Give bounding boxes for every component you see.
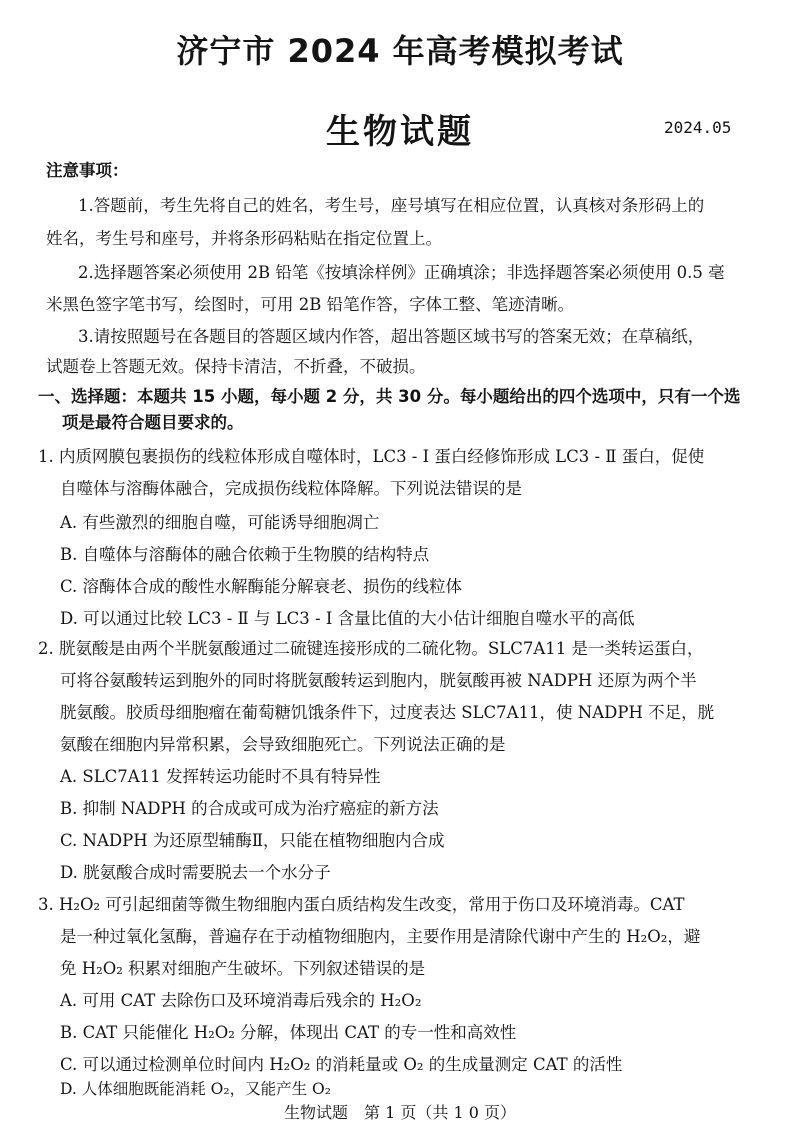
question-option: D. 可以通过比较 LC3 - Ⅱ 与 LC3 - Ⅰ 含量比值的大小估计细胞自噬水平的高低 <box>60 609 635 628</box>
question-option: B. 抑制 NADPH 的合成或可成为治疗癌症的新方法 <box>60 799 439 818</box>
question-stem: 自噬体与溶酶体融合，完成损伤线粒体降解。下列说法错误的是 <box>60 479 522 498</box>
question-option: D. 人体细胞既能消耗 O₂，又能产生 O₂ <box>60 1078 790 1100</box>
exam-title: 济宁市 2024 年高考模拟考试 <box>176 32 624 70</box>
question-option: B. CAT 只能催化 H₂O₂ 分解，体现出 CAT 的专一性和高效性 <box>60 1023 517 1042</box>
question-stem: 1. 内质网膜包裹损伤的线粒体形成自噬体时，LC3 - Ⅰ 蛋白经修饰形成 LC3 - Ⅱ 蛋白，促使 <box>38 447 705 466</box>
question-option: C. 溶酶体合成的酸性水解酶能分解衰老、损伤的线粒体 <box>60 577 463 596</box>
question-stem: 可将谷氨酸转运到胞外的同时将胱氨酸转运到胞内，胱氨酸再被 NADPH 还原为两个半 <box>60 671 697 690</box>
question-option: C. NADPH 为还原型辅酶Ⅱ，只能在植物细胞内合成 <box>60 831 445 850</box>
question-option: D. 胱氨酸合成时需要脱去一个水分子 <box>60 863 331 882</box>
question-stem: 胱氨酸。胶质母细胞瘤在葡萄糖饥饿条件下，过度表达 SLC7A11，使 NADPH 不足，胱 <box>60 703 715 722</box>
question-option: A. 可用 CAT 去除伤口及环境消毒后残余的 H₂O₂ <box>60 991 422 1010</box>
question-stem: 免 H₂O₂ 积累对细胞产生破坏。下列叙述错误的是 <box>60 959 426 978</box>
exam-date: 2024.05 <box>664 118 732 137</box>
notice-line: 3.请按照题号在各题目的答题区域内作答，超出答题区域书写的答案无效；在草稿纸， <box>78 327 705 346</box>
section-heading-cont: 项是最符合题目要求的。 <box>62 413 244 432</box>
subject-title: 生物试题 <box>326 112 474 152</box>
notice-line: 试题卷上答题无效。保持卡清洁，不折叠，不破损。 <box>46 357 426 376</box>
question-option: A. 有些激烈的细胞自噬，可能诱导细胞凋亡 <box>60 513 380 532</box>
section-heading: 一、选择题：本题共 15 小题，每小题 2 分，共 30 分。每小题给出的四个选项中，只有一个选 <box>38 387 741 406</box>
page-footer: 生物试题 第 1 页（共 1 0 页） <box>284 1103 516 1122</box>
notice-line: 2.选择题答案必须使用 2B 铅笔《按填涂样例》正确填涂；非选择题答案必须使用 0.5 毫 <box>78 263 725 282</box>
notice-line: 米黑色签字笔书写，绘图时，可用 2B 铅笔作答，字体工整、笔迹清晰。 <box>46 295 575 314</box>
notice-line: 1.答题前，考生先将自己的姓名，考生号，座号填写在相应位置，认真核对条形码上的 <box>78 196 705 215</box>
question-stem: 3. H₂O₂ 可引起细菌等微生物细胞内蛋白质结构发生改变，常用于伤口及环境消毒。CAT <box>38 895 685 914</box>
question-stem: 是一种过氧化氢酶，普遍存在于动植物细胞内，主要作用是清除代谢中产生的 H₂O₂，避 <box>60 927 701 946</box>
question-option: A. SLC7A11 发挥转运功能时不具有特异性 <box>60 767 381 786</box>
question-option: B. 自噬体与溶酶体的融合依赖于生物膜的结构特点 <box>60 545 430 564</box>
question-stem: 2. 胱氨酸是由两个半胱氨酸通过二硫键连接形成的二硫化物。SLC7A11 是一类转运蛋白， <box>38 639 704 658</box>
notice-heading: 注意事项： <box>46 161 129 180</box>
question-stem: 氨酸在细胞内异常积累，会导致细胞死亡。下列说法正确的是 <box>60 735 506 754</box>
notice-line: 姓名，考生号和座号，并将条形码粘贴在指定位置上。 <box>46 229 442 248</box>
question-option: C. 可以通过检测单位时间内 H₂O₂ 的消耗量或 O₂ 的生成量测定 CAT 的活性 <box>60 1055 623 1074</box>
